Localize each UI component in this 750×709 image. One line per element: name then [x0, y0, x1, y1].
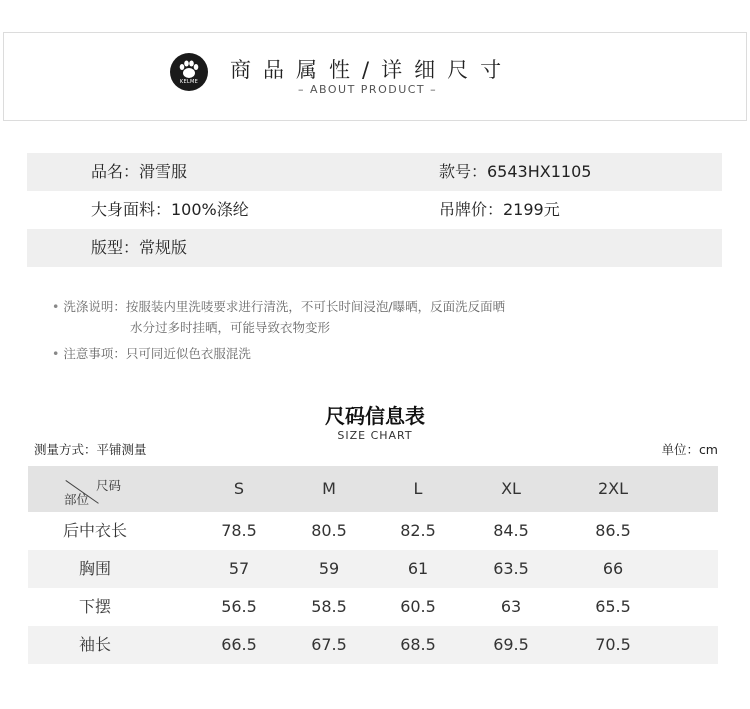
section-title: 商品属性/详细尺寸: [230, 58, 514, 82]
row-part-label: 后中衣长: [62, 521, 127, 540]
size-header-2xl: 2XL: [597, 479, 629, 498]
corner-size-label: 尺码: [96, 478, 122, 493]
table-cell: 66.5: [221, 635, 257, 654]
corner-header: [58, 472, 128, 508]
wash-label: 洗涤说明：: [63, 299, 126, 314]
size-chart-subtitle: SIZE CHART: [337, 429, 413, 442]
table-cell: 67.5: [311, 635, 347, 654]
row-part-label: 胸围: [78, 559, 111, 578]
table-cell: 70.5: [595, 635, 631, 654]
attribute-row: [27, 153, 722, 191]
caution-text: 只可同近似色衣服混洗: [125, 346, 251, 361]
corner-part-label: 部位: [64, 492, 90, 507]
table-cell: 66: [602, 559, 624, 578]
attributes-table: [27, 153, 722, 267]
table-cell: 61: [407, 559, 429, 578]
table-cell: 59: [318, 559, 340, 578]
wash-instructions: [52, 296, 505, 317]
table-cell: 58.5: [311, 597, 347, 616]
size-header-s: S: [233, 479, 245, 498]
caution-note: [52, 343, 505, 364]
table-cell: 82.5: [400, 521, 436, 540]
table-cell: 63.5: [493, 559, 529, 578]
bullet-icon: •: [52, 299, 60, 314]
size-chart-title: 尺码信息表: [325, 404, 425, 428]
table-cell: 80.5: [311, 521, 347, 540]
size-table-header: [28, 466, 718, 512]
row-part-label: 袖长: [78, 635, 111, 654]
attribute-tag-price: 吊牌价：2199元: [439, 200, 560, 219]
table-row: [28, 512, 718, 550]
measure-method: 测量方式：平铺测量: [34, 442, 147, 457]
attribute-row: [27, 191, 722, 229]
attribute-product-name: 品名：滑雪服: [91, 162, 188, 181]
table-row: [28, 626, 718, 664]
table-cell: 65.5: [595, 597, 631, 616]
table-cell: 84.5: [493, 521, 529, 540]
table-row: [28, 588, 718, 626]
care-notes: [52, 296, 505, 364]
brand-logo: [170, 53, 208, 91]
caution-label: 注意事项：: [63, 346, 126, 361]
size-header-xl: XL: [501, 479, 521, 498]
table-cell: 57: [228, 559, 250, 578]
logo-wordmark: KELME: [179, 79, 199, 85]
bullet-icon: •: [52, 346, 60, 361]
unit-label: 单位：cm: [661, 442, 718, 457]
table-cell: 60.5: [400, 597, 436, 616]
paw-icon: [170, 53, 208, 91]
wash-text-1: 按服装内里洗唛要求进行清洗，不可长时间浸泡/曝晒，反面洗反面晒: [125, 299, 506, 314]
table-cell: 86.5: [595, 521, 631, 540]
attribute-style-number: 款号：6543HX1105: [439, 162, 592, 181]
section-subtitle: – ABOUT PRODUCT –: [298, 83, 438, 96]
size-header-l: L: [413, 479, 423, 498]
wash-text-2: 水分过多时挂晒，可能导致衣物变形: [130, 320, 331, 335]
table-cell: 78.5: [221, 521, 257, 540]
row-part-label: 下摆: [78, 597, 111, 616]
attribute-fabric: 大身面料：100%涤纶: [91, 200, 249, 219]
table-cell: 68.5: [400, 635, 436, 654]
size-table: [28, 466, 718, 664]
table-row: [28, 550, 718, 588]
size-header-m: M: [322, 479, 336, 498]
attribute-fit: 版型：常规版: [91, 238, 188, 257]
attribute-row: [27, 229, 722, 267]
table-cell: 69.5: [493, 635, 529, 654]
table-cell: 56.5: [221, 597, 257, 616]
table-cell: 63: [500, 597, 522, 616]
